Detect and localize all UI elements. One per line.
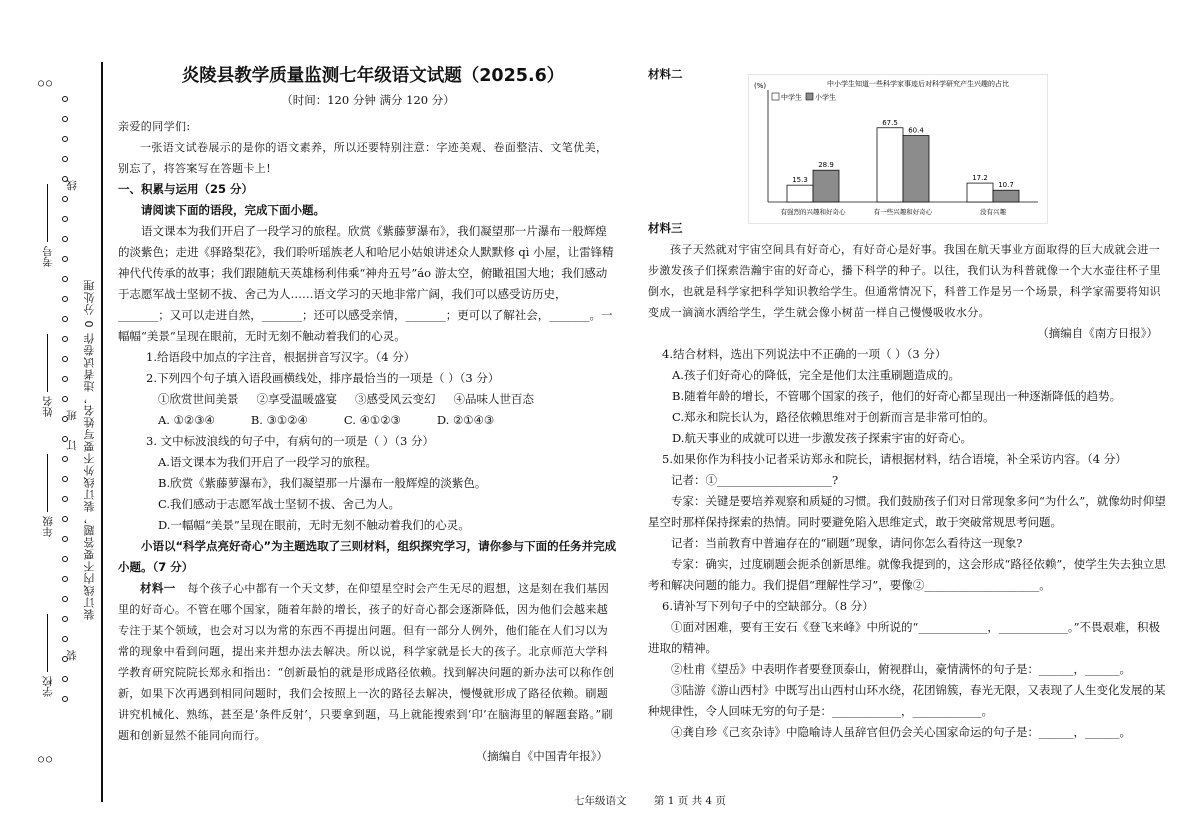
q3-option: D.一幅幅“美景”呈现在眼前，无时无刻不触动着我们的心灵。 bbox=[158, 518, 470, 532]
q6-item-1: ①面对困难，要有王安石《登飞来峰》中所说的“____________，____________。”不畏艰难，积极进取的精神。 bbox=[648, 620, 1161, 655]
mark-zhuang: 装 bbox=[66, 650, 78, 661]
q2-item: ②享受温暖盛宴 bbox=[256, 392, 337, 406]
binding-line bbox=[101, 62, 103, 802]
q2-option: D. ②①④③ bbox=[436, 413, 495, 427]
q4-option: B.随着年龄的增长，不管哪个国家的孩子，他们的好奇心都呈现出一种逐渐降低的趋势。 bbox=[672, 389, 1122, 403]
x-tick-label-3: 没有兴趣 bbox=[980, 208, 1006, 216]
field-ban: 班 bbox=[66, 410, 78, 421]
exam-title: 炎陵县教学质量监测七年级语文试题（2025.6） bbox=[181, 66, 565, 86]
material-2 bbox=[648, 62, 1168, 217]
mark-ding: 订 bbox=[66, 440, 78, 451]
binding-circles-bottom: ○○ bbox=[38, 754, 55, 765]
q2-item: ①欣赏世间美景 bbox=[158, 392, 239, 406]
question-2-options bbox=[118, 410, 618, 431]
material-1 bbox=[118, 578, 618, 746]
bar-2-2 bbox=[903, 136, 929, 202]
legend-swatch-2 bbox=[806, 93, 813, 100]
data-label-2-2: 60.4 bbox=[908, 126, 924, 135]
q2-option: A. ①②③④ bbox=[158, 413, 215, 427]
bar-2-1 bbox=[877, 128, 903, 202]
legend-label-1: 中学生 bbox=[781, 93, 802, 102]
material-1-label: 材料一 bbox=[140, 581, 176, 595]
bar-3-2 bbox=[993, 190, 1019, 202]
q6-item-2: ②杜甫《望岳》中表明作者要登顶泰山，俯视群山，豪情满怀的句子是：______，______。 bbox=[671, 662, 1131, 676]
field-nianji: 年级 bbox=[40, 450, 55, 537]
intro-greeting: 亲爱的同学们: bbox=[118, 120, 191, 133]
question-6: 6.请补写下列句子中的空缺部分。（8 分） bbox=[662, 599, 874, 613]
q5-line-2: 专家：关键是要培养观察和质疑的习惯。我们鼓励孩子们对日常现象多问“为什么”，就像幼时仰望星空时那样保持探索的热情。同时要避免陷入思维定式，敢于突破常规思考问题。 bbox=[648, 494, 1166, 529]
field-xuexiao: 学校 bbox=[40, 610, 55, 697]
binding-note: 装订线内不要答题，装订线外不要写姓名，违者试卷作 0 分处理 bbox=[83, 279, 96, 620]
q6-item-3: ③陆游《游山西村》中既写出山西村山环水绕，花团锦簇，春光无限，又表现了人生变化发展的某种规律性，令人回味无穷的句子是：____________，____________。 bbox=[648, 683, 1166, 718]
question-2: 2.下列四个句子填入语段画横线处，排序最恰当的一项是（ ）（3 分） bbox=[146, 371, 500, 385]
bar-chart bbox=[748, 74, 1048, 224]
x-tick-label-2: 有一些兴趣和好奇心 bbox=[873, 208, 933, 216]
chart-title: 中小学生知道一些科学家事迹后对科学研究产生兴趣的占比 bbox=[827, 80, 1009, 88]
question-2-items bbox=[118, 389, 618, 410]
question-1: 1.给语段中加点的字注音，根据拼音写汉字。（4 分） bbox=[146, 350, 416, 364]
footer-subject: 七年级语文 bbox=[574, 795, 627, 807]
q4-option: C.郑永和院长认为，路径依赖思维对于创新而言是非常可怕的。 bbox=[672, 410, 995, 424]
data-label-3-1: 17.2 bbox=[972, 174, 988, 183]
field-xingming: 姓名 bbox=[40, 330, 55, 417]
reading-passage: 语文课本为我们开启了一段学习的旅程。欣赏《紫藤萝瀑布》，我们凝望那一片瀑布一般辉煌的淡紫色；走进《驿路梨花》，我们聆听瑶族老人和哈尼小姑娘讲述众人默默修 qì 小屋，让雷锋精神代代传承的故事；我们跟随航天英雄杨利伟乘“神舟五号”áo 游太空，俯瞰祖国大地；我们感动于志愿军战士坚韧不拔、舍己为人……语文学习的天地非常广阔，我们可以感受访历史，_______；又可以走进自然，_______；还可以感受亲情，_______；更可以了解社会，_______。一幅幅“美景”呈现在眼前，无时无刻不触动着我们的心灵。 bbox=[118, 224, 614, 343]
material-3-label: 材料三 bbox=[648, 221, 683, 235]
q3-option: A.语文课本为我们开启了一段学习的旅程。 bbox=[158, 455, 377, 469]
q2-option: B. ③①②④ bbox=[250, 413, 308, 427]
data-label-1-1: 15.3 bbox=[792, 176, 808, 185]
question-4: 4.结合材料，选出下列说法中不正确的一项（ ）（3 分） bbox=[662, 347, 947, 361]
data-label-2-1: 67.5 bbox=[882, 118, 898, 127]
material-3-source: （摘编自《南方日报》） bbox=[1037, 326, 1158, 340]
intro-text: 一张语文试卷展示的是你的语文素养，所以还要特别注意：字迹美观、卷面整洁、文笔优美，别忘了，将答案写在答题卡上! bbox=[118, 141, 608, 175]
question-5: 5.如果你作为科技小记者采访郑永和院长，请根据材料，结合语境，补全采访内容。（4 分） bbox=[662, 452, 1127, 466]
legend-label-2: 小学生 bbox=[815, 93, 836, 102]
data-label-3-2: 10.7 bbox=[998, 181, 1014, 190]
section-instruction: 请阅读下面的语段，完成下面小题。 bbox=[141, 203, 325, 217]
chart-y-unit: (%) bbox=[754, 82, 767, 90]
left-column bbox=[118, 62, 618, 767]
q3-option: B.欣赏《紫藤萝瀑布》，我们凝望那一片瀑布一般辉煌的淡紫色。 bbox=[158, 476, 487, 490]
mark-xian: 线 bbox=[66, 180, 78, 191]
q4-option: D.航天事业的成就可以进一步激发孩子探索宇宙的好奇心。 bbox=[672, 431, 972, 445]
q2-item: ③感受风云变幻 bbox=[355, 392, 436, 406]
binding-circles-top: ○○ bbox=[38, 78, 55, 89]
material-2-label: 材料二 bbox=[648, 67, 683, 81]
material-3-text: 孩子天然就对宇宙空间具有好奇心，有好奇心是好事。我国在航天事业方面取得的巨大成就会进一步激发孩子们探索浩瀚宇宙的好奇心，播下科学的种子。以往，我们认为科普就像一个大水壶往杯子里倒水，也就是科学家把科学知识教给学生。但通常情况下，科普工作是另一个场景，科学家需要将知识变成一滴滴水洒给学生，学生就会像小树苗一样自己慢慢吸收水分。 bbox=[648, 243, 1161, 319]
x-tick-label-1: 有强烈的兴趣和好奇心 bbox=[780, 208, 846, 216]
task-instruction: 小语以“科学点亮好奇心”为主题选取了三则材料，组织探究学习，请你参与下面的任务并完成小题。（7 分） bbox=[118, 539, 617, 574]
q2-option: C. ④①②③ bbox=[343, 413, 401, 427]
question-3: 3. 文中标波浪线的句子中，有病句的一项是（ ）（3 分） bbox=[146, 434, 435, 448]
material-1-text: 每个孩子心中都有一个天文梦，在仰望星空时会产生无尽的遐想，这是刻在我们基因里的好奇心。不管在哪个国家，随着年龄的增长，孩子的好奇心都会逐渐降低，因为他们会越来越专注于某个领域，也会对习以为常的东西不再提出问题。但有一部分人例外，他们能在人们习以为常的现象中看到问题，提出来并想办法去解决。所以说，科学家就是长大的孩子。北京师范大学科学教育研究院院长郑永和指出：“创新最怕的就是形成路径依赖。找到解决问题的新办法可以称作创新，如果下次再遇到相同问题时，我们会按照上一次的路径去解决，慢慢就形成了路径依赖。刷题讲究机械化、熟练，甚至是‘条件反射’，只要拿到题，马上就能搜索到‘印’在脑海里的解题套路。”刷题和创新显然不能同向而行。 bbox=[118, 582, 615, 742]
legend-swatch-1 bbox=[772, 93, 779, 100]
page-footer bbox=[0, 793, 1200, 808]
exam-subtitle: （时间：120 分钟 满分 120 分） bbox=[281, 93, 455, 107]
bar-1-2 bbox=[813, 170, 839, 202]
q6-item-4: ④龚自珍《己亥杂诗》中隐喻诗人虽辞官但仍会关心国家命运的句子是：______，______。 bbox=[671, 725, 1131, 739]
q5-line-1: 记者：①____________________? bbox=[671, 473, 839, 487]
right-column bbox=[648, 62, 1168, 743]
footer-page-number: 第 1 页 共 4 页 bbox=[653, 795, 726, 807]
q4-option: A.孩子们好奇心的降低，完全是他们太注重刷题造成的。 bbox=[672, 368, 960, 382]
section-heading: 一、积累与运用（25 分） bbox=[118, 182, 254, 196]
data-label-1-2: 28.9 bbox=[818, 161, 834, 170]
bar-3-1 bbox=[967, 183, 993, 202]
q5-line-4: 专家：确实，过度刷题会扼杀创新思维。就像我提到的，这会形成“路径依赖”，使学生失去独立思考和解决问题的能力。我们提倡“理解性学习”，要像②____________________。 bbox=[648, 557, 1166, 592]
bar-1-1 bbox=[787, 185, 813, 202]
q3-option: C.我们感动于志愿军战士坚韧不拔、舍己为人。 bbox=[158, 497, 401, 511]
q5-line-3: 记者：当前教育中普遍存在的“刷题”现象，请问你怎么看待这一现象? bbox=[671, 536, 1023, 550]
q2-item: ④品味人世百态 bbox=[453, 392, 534, 406]
field-kaohao: 考号 bbox=[40, 180, 55, 267]
binding-margin bbox=[0, 0, 105, 821]
material-1-source: （摘编自《中国青年报》） bbox=[475, 749, 608, 763]
